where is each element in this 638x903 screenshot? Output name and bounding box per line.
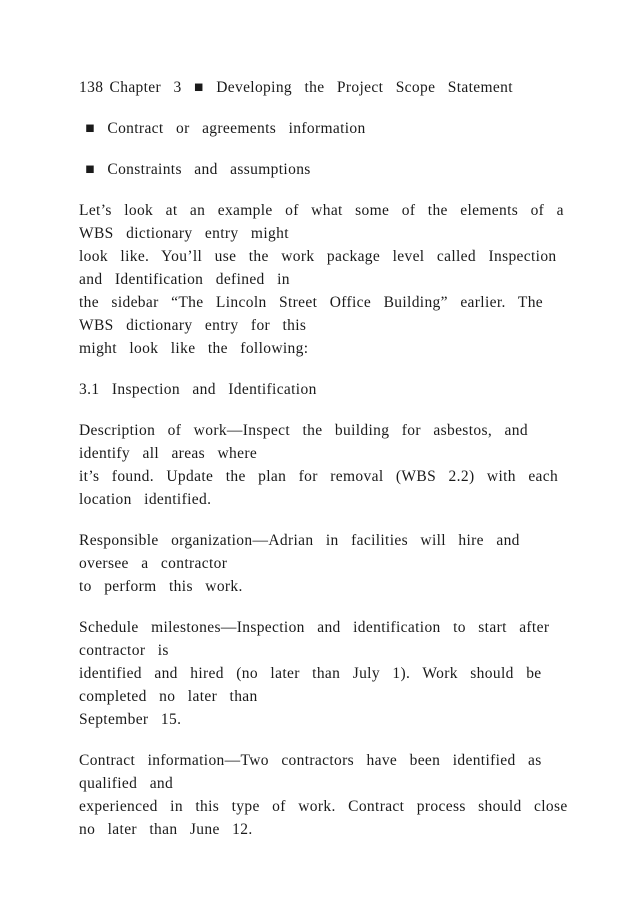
text-line: Description of work—Inspect the building for asbestos, and — [79, 422, 528, 439]
text-line: to perform this work. — [79, 578, 243, 595]
spacer — [79, 140, 619, 158]
spacer — [79, 731, 619, 749]
spacer — [79, 598, 619, 616]
spacer — [79, 99, 619, 117]
schedule-paragraph — [79, 616, 619, 731]
text-line: no later than June 12. — [79, 821, 253, 838]
text-line: and Identification defined in — [79, 271, 290, 288]
text-line: identified and hired (no later than July 1). Work should be — [79, 665, 542, 682]
spacer — [79, 181, 619, 199]
text-line: experienced in this type of work. Contract process should close — [79, 798, 568, 815]
text-line: location identified. — [79, 491, 212, 508]
text-line: Contract information—Two contractors have been identified as — [79, 752, 542, 769]
text-line: the sidebar “The Lincoln Street Office Building” earlier. The — [79, 294, 544, 311]
text-line: Schedule milestones—Inspection and identification to start after — [79, 619, 550, 636]
text-line: Responsible organization—Adrian in facilities will hire and — [79, 532, 520, 549]
text-line: qualified and — [79, 775, 174, 792]
description-paragraph — [79, 419, 619, 511]
text-line: look like. You’ll use the work package level called Inspection — [79, 248, 557, 265]
text-line: might look like the following: — [79, 340, 309, 357]
text-line: identify all areas where — [79, 445, 258, 462]
section-heading: 3.1 Inspection and Identification — [79, 381, 317, 398]
spacer — [79, 401, 619, 419]
contract-paragraph — [79, 749, 619, 841]
bullet-constraints: ■ Constraints and assumptions — [79, 161, 311, 178]
document-page — [79, 76, 619, 841]
spacer — [79, 511, 619, 529]
text-line: September 15. — [79, 711, 182, 728]
text-line: WBS dictionary entry might — [79, 225, 289, 242]
text-line: completed no later than — [79, 688, 258, 705]
text-line: oversee a contractor — [79, 555, 228, 572]
intro-paragraph — [79, 199, 619, 360]
text-line: Let’s look at an example of what some of the elements of a — [79, 202, 564, 219]
bullet-contract-info: ■ Contract or agreements information — [79, 120, 366, 137]
responsible-paragraph — [79, 529, 619, 598]
page-header: 138 Chapter 3 ■ Developing the Project Scope Statement — [79, 79, 513, 96]
text-line: it’s found. Update the plan for removal (WBS 2.2) with each — [79, 468, 559, 485]
spacer — [79, 360, 619, 378]
text-line: WBS dictionary entry for this — [79, 317, 307, 334]
text-line: contractor is — [79, 642, 169, 659]
